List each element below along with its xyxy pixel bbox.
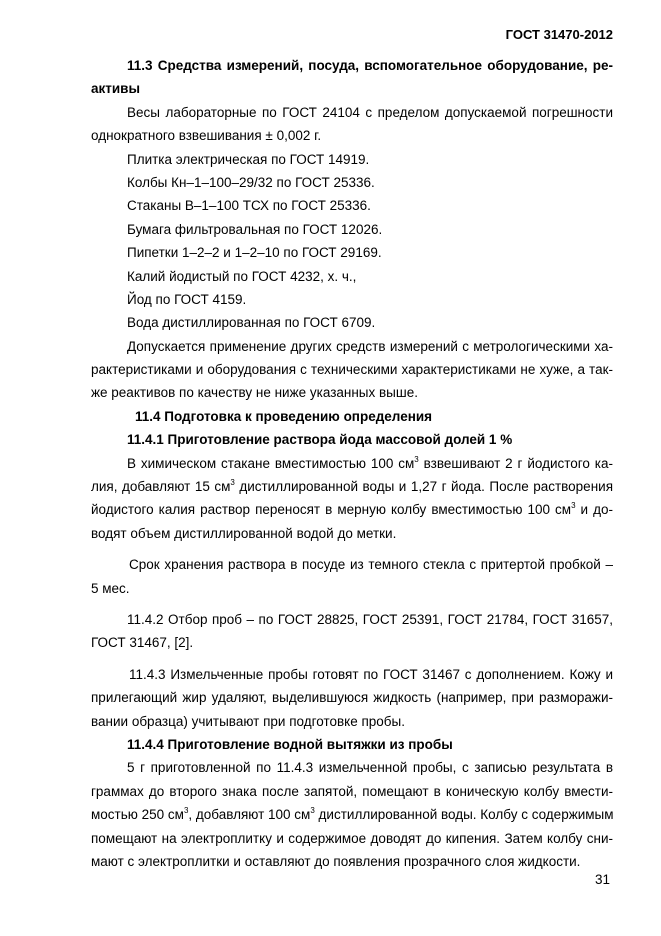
paragraph-line: [91, 475, 613, 498]
text-span: мостью 250 см: [91, 807, 184, 823]
list-item: Колбы Кн–1–100–29/32 по ГОСТ 25336.: [127, 174, 375, 190]
superscript: 3: [414, 454, 419, 464]
text-span: йодистого калия раствор переносят в мерную колбу вместимостью 100 см: [91, 502, 572, 518]
paragraph-line: [91, 498, 613, 521]
list-item: Пипетки 1–2–2 и 1–2–10 по ГОСТ 29169.: [127, 245, 382, 261]
paragraph-line: 5 г приготовленной по 11.4.3 измельченной пробы, с записью результата в: [127, 760, 613, 776]
paragraph-line: вании образца) учитывают при подготовке пробы.: [91, 713, 405, 729]
paragraph-line: однократного взвешивания ± 0,002 г.: [91, 128, 322, 144]
text-span: В химическом стакане вместимостью 100 см: [127, 455, 415, 471]
text-span: лия, добавляют 15 см: [91, 479, 231, 495]
text-span: , добавляют 100 см: [188, 807, 311, 823]
list-item: Плитка электрическая по ГОСТ 14919.: [127, 151, 370, 167]
page-number: 31: [594, 872, 610, 887]
text-span: и до-: [575, 502, 613, 518]
paragraph-line: [91, 803, 613, 826]
paragraph-line: же реактивов по качеству не ниже указанных выше.: [91, 385, 418, 401]
superscript: 3: [310, 806, 315, 816]
section-heading-11-3: 11.3 Средства измерений, посуда, вспомогательное оборудование, ре-: [127, 58, 613, 73]
paragraph-line: [91, 452, 613, 475]
document-code-header: ГОСТ 31470-2012: [505, 27, 613, 42]
paragraph-line: Допускается применение других средств измерений с метрологическими ха-: [127, 338, 613, 354]
section-heading-11-3-cont: активы: [91, 81, 141, 97]
superscript: 3: [183, 806, 189, 816]
text-span: дистиллированной воды и 1,27 г йода. После растворения: [234, 479, 613, 495]
paragraph-line: 5 мес.: [91, 580, 130, 596]
paragraph-line: Срок хранения раствора в посуде из темного стекла с притертой пробкой –: [129, 557, 613, 573]
paragraph-line: водят объем дистиллированной водой до метки.: [91, 525, 397, 541]
paragraph-line: Весы лабораторные по ГОСТ 24104 с пределом допускаемой погрешности: [127, 104, 613, 120]
paragraph-line: помещают на электроплитку и содержимое доводят до кипения. Затем колбу сни-: [91, 830, 613, 846]
text-span: взвешивают 2 г йодистого ка-: [418, 455, 613, 471]
list-item: Вода дистиллированная по ГОСТ 6709.: [127, 315, 376, 331]
list-item: Стаканы В–1–100 ТСХ по ГОСТ 25336.: [127, 198, 371, 214]
document-body: [91, 54, 613, 873]
paragraph-line: граммах до второго знака после запятой, помещают в коническую колбу вмести-: [91, 783, 613, 799]
section-heading-11-4: 11.4 Подготовка к проведению определения: [135, 408, 433, 424]
paragraph-line: рактеристиками и оборудования с техническими характеристиками не хуже, а так-: [91, 362, 613, 378]
paragraph-line: 11.4.3 Измельченные пробы готовят по ГОСТ 31467 с дополнением. Кожу и: [129, 666, 613, 682]
list-item: Бумага фильтровальная по ГОСТ 12026.: [127, 221, 383, 237]
superscript: 3: [230, 478, 235, 488]
list-item: Йод по ГОСТ 4159.: [127, 291, 247, 307]
subsection-heading-11-4-4: 11.4.4 Приготовление водной вытяжки из пробы: [127, 736, 453, 752]
paragraph-line: 11.4.2 Отбор проб – по ГОСТ 28825, ГОСТ 25391, ГОСТ 21784, ГОСТ 31657,: [127, 611, 613, 627]
superscript: 3: [571, 501, 576, 511]
paragraph-line: мают с электроплитки и оставляют до появления прозрачного слоя жидкости.: [91, 853, 581, 869]
list-item: Калий йодистый по ГОСТ 4232, х. ч.,: [127, 268, 357, 284]
paragraph-line: прилегающий жир удаляют, выделившуюся жидкость (например, при разморажи-: [91, 690, 613, 706]
text-span: дистиллированной воды. Колбу с содержимым: [314, 807, 614, 823]
paragraph-line: ГОСТ 31467, [2].: [91, 635, 194, 651]
subsection-heading-11-4-1: 11.4.1 Приготовление раствора йода массовой долей 1 %: [127, 432, 513, 448]
